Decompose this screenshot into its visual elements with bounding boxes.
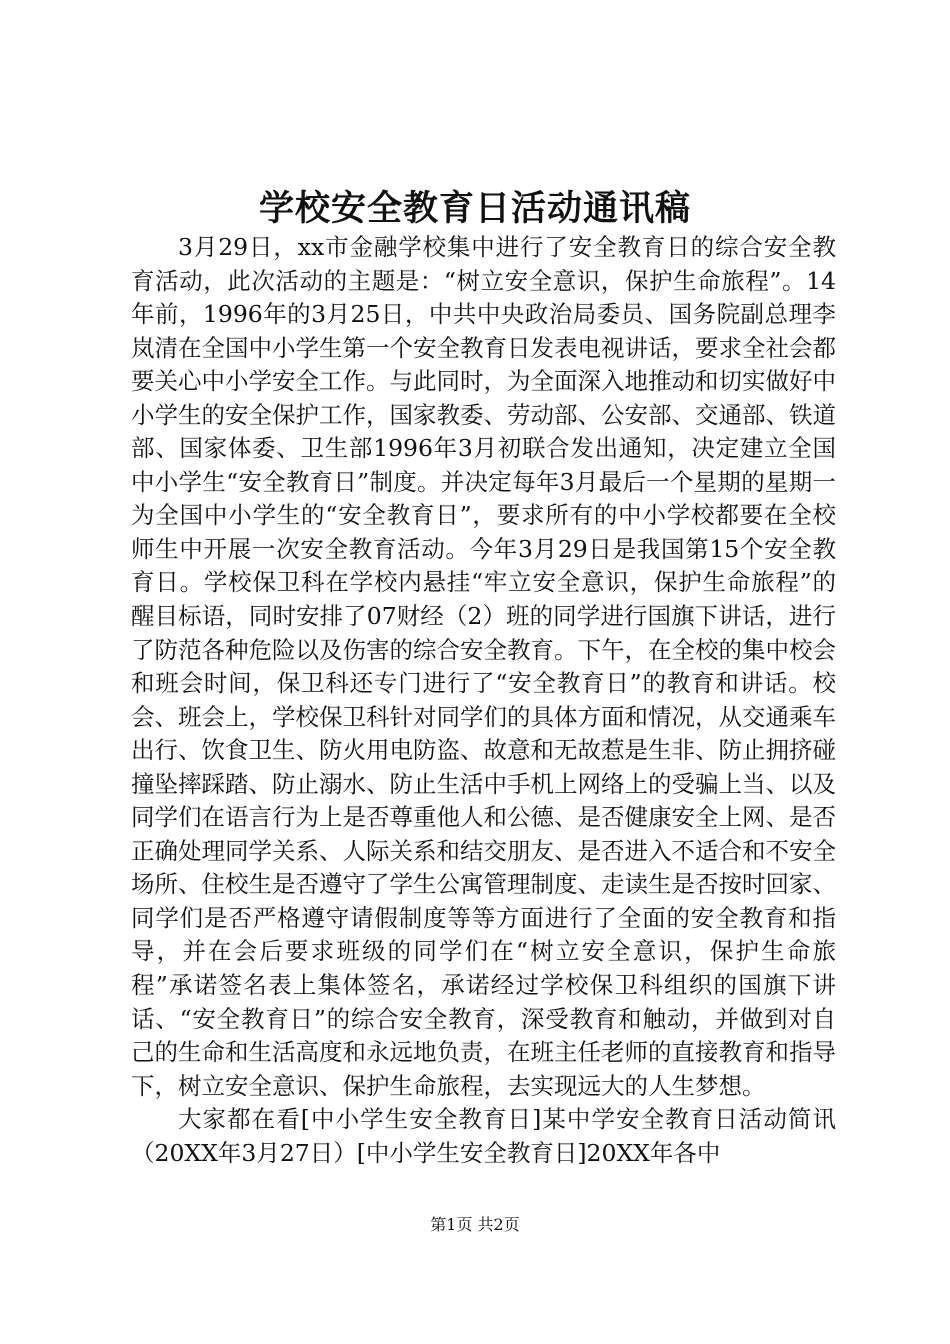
page-total: 共2页 bbox=[477, 1215, 520, 1234]
page-footer bbox=[0, 1214, 950, 1236]
page-number: 第1页 bbox=[430, 1215, 473, 1234]
document-body bbox=[131, 231, 836, 1170]
body-paragraph: 大家都在看[中小学生安全教育日]某中学安全教育日活动简讯（20XX年3月27日）[中小学生安全教育日]20XX年各中 bbox=[131, 1105, 836, 1167]
body-paragraph: 3月29日，xx市金融学校集中进行了安全教育日的综合安全教育活动，此次活动的主题是：“树立安全意识，保护生命旅程”。14年前，1996年的3月25日，中共中央政治局委员、国务院副总理李岚清在全国中小学生第一个安全教育日发表电视讲话，要求全社会都要关心中小学安全工作。与此同时，为全面深入地推动和切实做好中小学生的安全保护工作，国家教委、劳动部、公安部、交通部、铁道部、国家体委、卫生部1996年3月初联合发出通知，决定建立全国中小学生“安全教育日”制度。并决定每年3月最后一个星期的星期一为全国中小学生的“安全教育日”，要求所有的中小学校都要在全校师生中开展一次安全教育活动。今年3月29日是我国第15个安全教育日。学校保卫科在学校内悬挂“牢立安全意识，保护生命旅程”的醒目标语，同时安排了07财经（2）班的同学进行国旗下讲话，进行了防范各种危险以及伤害的综合安全教育。下午，在全校的集中校会和班会时间，保卫科还专门进行了“安全教育日”的教育和讲话。校会、班会上，学校保卫科针对同学们的具体方面和情况，从交通乘车出行、饮食卫生、防火用电防盗、故意和无故惹是生非、防止拥挤碰撞坠摔踩踏、防止溺水、防止生活中手机上网络上的受骗上当、以及同学们在语言行为上是否尊重他人和公德、是否健康安全上网、是否正确处理同学关系、人际关系和结交朋友、是否进入不适合和不安全场所、住校生是否遵守了学生公寓管理制度、走读生是否按时回家、同学们是否严格遵守请假制度等等方面进行了全面的安全教育和指导，并在会后要求班级的同学们在“树立安全意识，保护生命旅程”承诺签名表上集体签名，承诺经过学校保卫科组织的国旗下讲话、“安全教育日”的综合安全教育，深受教育和触动，并做到对自己的生命和生活高度和永远地负责，在班主任老师的直接教育和指导下，树立安全意识、保护生命旅程，去实现远大的人生梦想。 bbox=[131, 233, 836, 1100]
document-title: 学校安全教育日活动通讯稿 bbox=[258, 188, 691, 229]
